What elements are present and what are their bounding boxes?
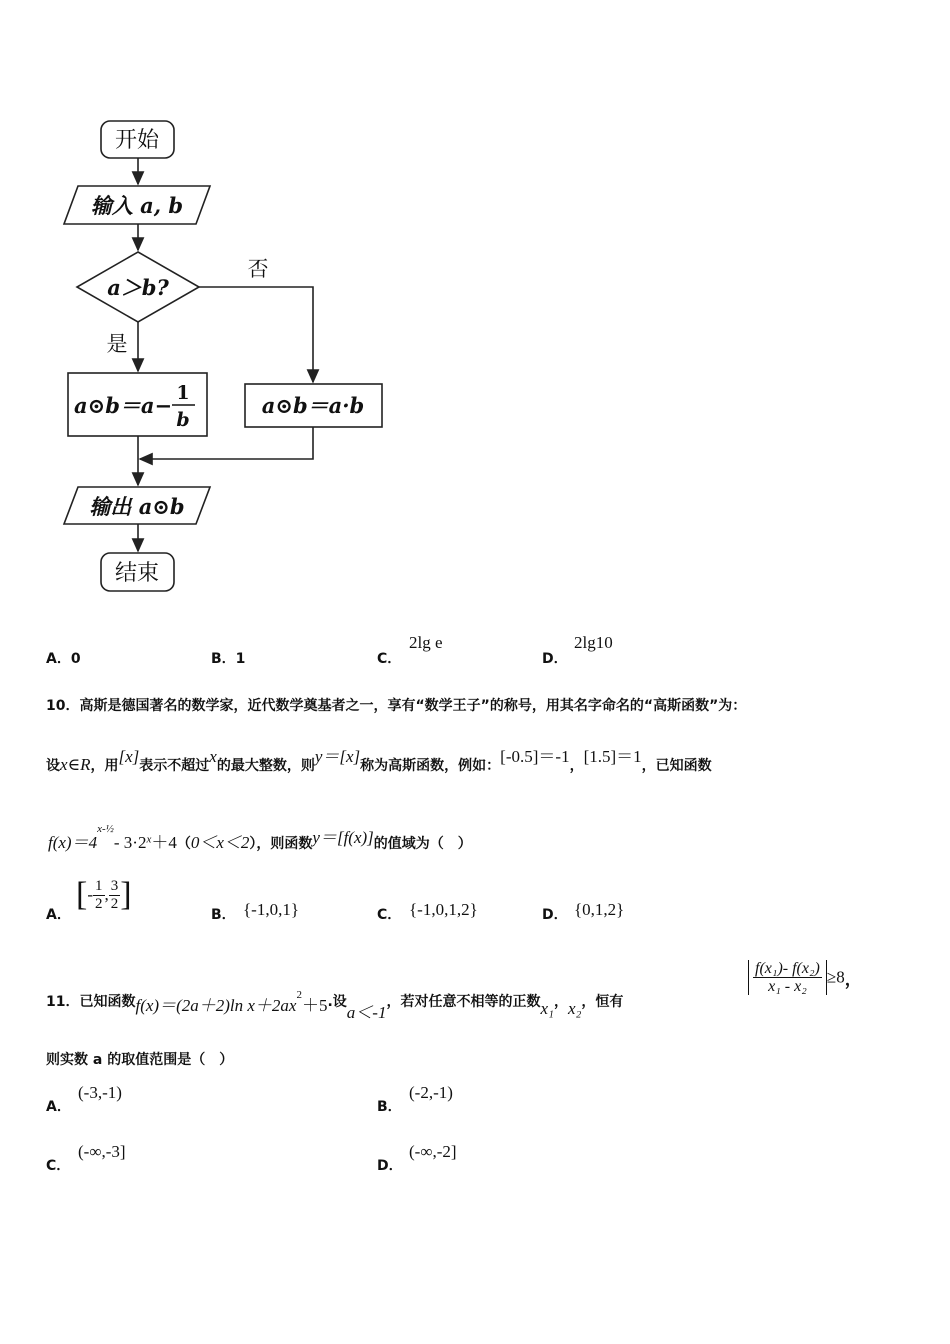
q10-line1: [46, 695, 746, 715]
q11-text: ，恒有: [581, 994, 624, 1010]
q10-exponent-2: x: [146, 833, 152, 846]
q11-option-b[interactable]: [377, 1096, 402, 1116]
q10-math-x-in-r: x∈R: [60, 755, 91, 774]
q10-option-a-value: [- $\frac{1}{2}$ , $\frac{3}{2}$ ]: [76, 876, 132, 913]
option-value: 0: [70, 651, 81, 667]
q11-func-sup: 2: [296, 989, 302, 1002]
q10-function-mid: - 3·2: [113, 833, 147, 852]
q10-math-bracket-x: [x]: [118, 747, 140, 766]
q10-line2: [46, 747, 712, 775]
q11-option-c[interactable]: [46, 1155, 70, 1175]
q10-exponent: x-½: [97, 823, 114, 836]
q11-line1: [46, 986, 624, 1022]
option-letter: D．: [377, 1158, 403, 1174]
q10-function-tail: ＋4: [151, 833, 177, 852]
option-letter: B．: [211, 907, 236, 923]
q10-math-x: x: [209, 747, 217, 766]
q10-text: 设: [46, 758, 60, 774]
q11-option-a-value: (-3,-1): [78, 1083, 122, 1102]
q11-text: 已知函数: [79, 994, 136, 1010]
flowchart: [0, 0, 420, 610]
q11-text: ，若对任意不相等的正数: [386, 994, 541, 1010]
option-a-neg: -: [87, 885, 93, 904]
q10-line3: [48, 823, 472, 853]
option-letter: D．: [542, 907, 568, 923]
no-label: 否: [247, 257, 269, 281]
option-letter: C．: [46, 1158, 71, 1174]
q11-text: .设: [327, 994, 347, 1010]
option-letter: D．: [542, 651, 568, 667]
q10-text: ，: [569, 758, 584, 774]
q11-line2: 则实数 a 的取值范围是（ ）: [46, 1052, 234, 1068]
q10-function: f(x)＝4: [48, 833, 98, 852]
option-letter: A．: [46, 1099, 71, 1115]
q11-ineq: ≥8: [826, 967, 845, 987]
yes-label: 是: [106, 332, 128, 356]
q10-text: ，用: [90, 758, 119, 774]
input-label: 输入 a, b: [90, 193, 184, 218]
end-label: 结束: [114, 561, 160, 586]
q11-x1: x₁: [540, 999, 554, 1018]
option-letter: B．: [211, 651, 236, 667]
q9-option-a[interactable]: [46, 648, 81, 668]
q10-math-gauss: y＝[x]: [314, 747, 361, 766]
q10-text: ），则函数: [249, 836, 313, 852]
q11-option-d[interactable]: [377, 1155, 403, 1175]
q11-function-tail: ＋5: [301, 996, 328, 1015]
q10-example-2: [1.5]＝1: [583, 747, 642, 766]
option-letter: A．: [46, 907, 71, 923]
q10-text: ，已知函数: [641, 758, 712, 774]
yes-process-label: a⊙b＝a−: [74, 393, 173, 418]
q10-option-c[interactable]: [377, 904, 401, 924]
option-a-den1: 2: [95, 895, 103, 912]
option-a-num2: 3: [110, 877, 119, 894]
q11-text: ，: [553, 994, 568, 1010]
q10-gauss-f: y＝[f(x)]: [312, 828, 374, 847]
question-number: 11．: [46, 994, 80, 1010]
q9-option-b[interactable]: [211, 648, 245, 668]
no-process-label: a⊙b＝a·b: [261, 393, 365, 418]
yes-frac-den: b: [176, 409, 190, 431]
q10-option-a[interactable]: [46, 904, 71, 924]
option-letter: A．: [46, 651, 71, 667]
q10-text: 称为高斯函数，例如：: [360, 758, 501, 774]
q11-option-b-value: (-2,-1): [409, 1083, 453, 1102]
q10-option-c-value: {-1,0,1,2}: [409, 900, 478, 919]
q11-inequality: [748, 960, 862, 995]
q10-text: 表示不超过: [139, 758, 210, 774]
option-letter: C．: [377, 907, 402, 923]
q9-option-c[interactable]: [377, 648, 401, 668]
q10-domain: 0＜x＜2: [190, 833, 250, 852]
output-label: 输出 a⊙b: [89, 494, 185, 519]
q10-option-d[interactable]: [542, 904, 568, 924]
q10-option-b[interactable]: [211, 904, 236, 924]
q10-option-b-value: {-1,0,1}: [243, 900, 299, 919]
option-letter: B．: [377, 1099, 402, 1115]
q10-text: 的值域为（ ）: [373, 836, 472, 852]
option-a-num1: 1: [95, 877, 103, 894]
q9-option-d[interactable]: [542, 648, 568, 668]
option-letter: C．: [377, 651, 402, 667]
q10-example-1: [-0.5]＝-1: [500, 747, 570, 766]
q11-text: ，: [844, 970, 862, 989]
q11-frac-den: x₁ - x₂: [768, 978, 807, 995]
q9-option-d-value: 2lg10: [574, 633, 613, 652]
question-number: 10．: [46, 698, 80, 714]
start-label: 开始: [114, 128, 160, 153]
q11-x2: x₂: [567, 999, 582, 1018]
q11-function: f(x)＝(2a＋2)ln x＋2ax: [135, 996, 297, 1015]
q9-option-c-value: 2lg e: [409, 633, 443, 652]
q11-option-d-value: (-∞,-2]: [409, 1142, 457, 1161]
q11-option-a[interactable]: [46, 1096, 71, 1116]
option-a-den2: 2: [110, 895, 119, 912]
yes-frac-num: 1: [176, 382, 190, 404]
option-value: 1: [235, 651, 246, 667]
q10-intro: 高斯是德国著名的数学家，近代数学奠基者之一，享有“数学王子”的称号，用其名字命名的“高斯函数”为：: [79, 698, 747, 714]
q10-text: （: [176, 836, 191, 852]
q11-condition: a＜-1: [346, 1003, 387, 1022]
q10-text: 的最大整数，则: [216, 758, 315, 774]
condition-label: a＞b?: [107, 275, 169, 300]
q11-option-c-value: (-∞,-3]: [78, 1142, 126, 1161]
q11-frac-num: f(x₁)- f(x₂): [755, 960, 820, 977]
q10-option-d-value: {0,1,2}: [574, 900, 625, 919]
